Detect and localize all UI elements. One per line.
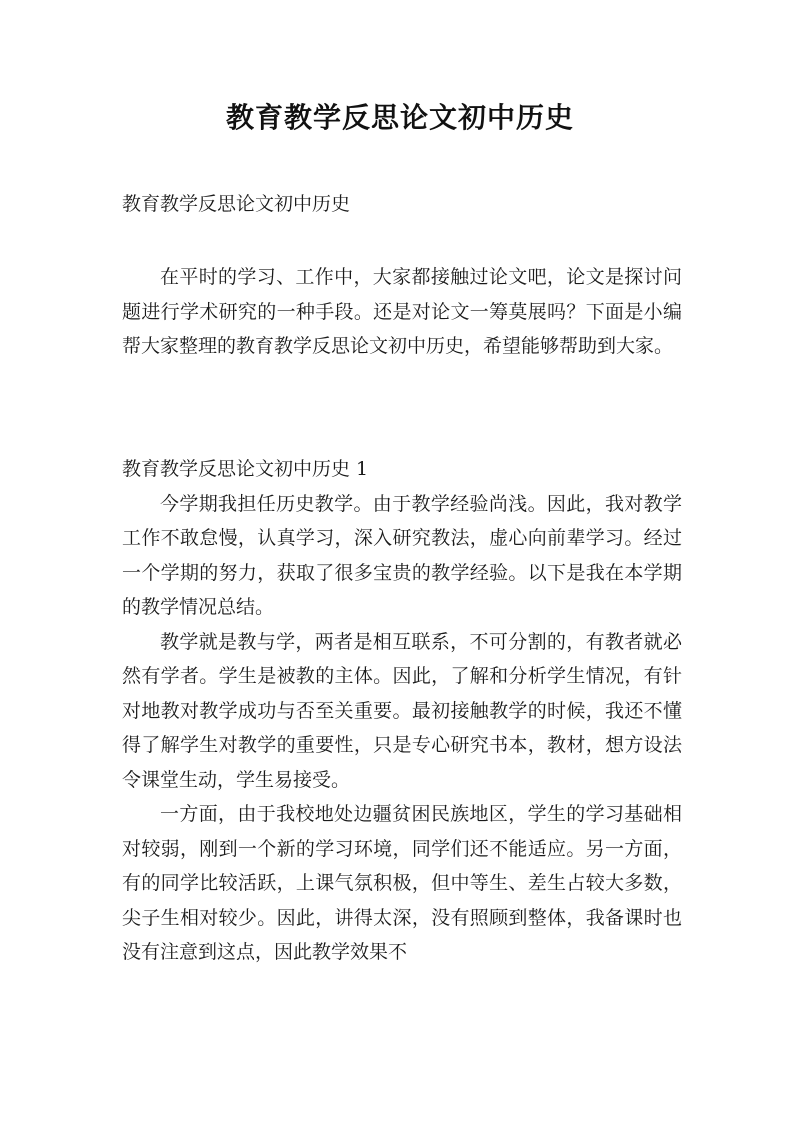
document-title: 教育教学反思论文初中历史: [225, 101, 574, 134]
intro-block: [122, 260, 682, 364]
body-paragraph: 一方面，由于我校地处边疆贫困民族地区，学生的学习基础相对较弱，刚到一个新的学习环境，同学们还不能适应。另一方面，有的同学比较活跃，上课气氛积极，但中等生、差生占较大多数，尖子生相对较少。因此，讲得太深，没有照顾到整体，我备课时也没有注意到这点，因此教学效果不: [122, 803, 682, 963]
document-subtitle-block: [122, 187, 682, 222]
section-heading: 教育教学反思论文初中历史 1: [122, 458, 369, 480]
document-subtitle: 教育教学反思论文初中历史: [122, 193, 351, 215]
intro-paragraph: 在平时的学习、工作中，大家都接触过论文吧，论文是探讨问题进行学术研究的一种手段。还是对论文一筹莫展吗？下面是小编帮大家整理的教育教学反思论文初中历史，希望能够帮助到大家。: [122, 266, 682, 357]
body-paragraph: 教学就是教与学，两者是相互联系，不可分割的，有教者就必然有学者。学生是被教的主体。因此，了解和分析学生情况，有针对地教对教学成功与否至关重要。最初接触教学的时候，我还不懂得了解学生对教学的重要性，只是专心研究书本，教材，想方设法令课堂生动，学生易接受。: [122, 630, 682, 791]
body-paragraph: 今学期我担任历史教学。由于教学经验尚浅。因此，我对教学工作不敢怠慢，认真学习，深入研究教法，虚心向前辈学习。经过一个学期的努力，获取了很多宝贵的教学经验。以下是我在本学期的教学情况总结。: [122, 492, 682, 618]
section-1: [122, 452, 682, 970]
